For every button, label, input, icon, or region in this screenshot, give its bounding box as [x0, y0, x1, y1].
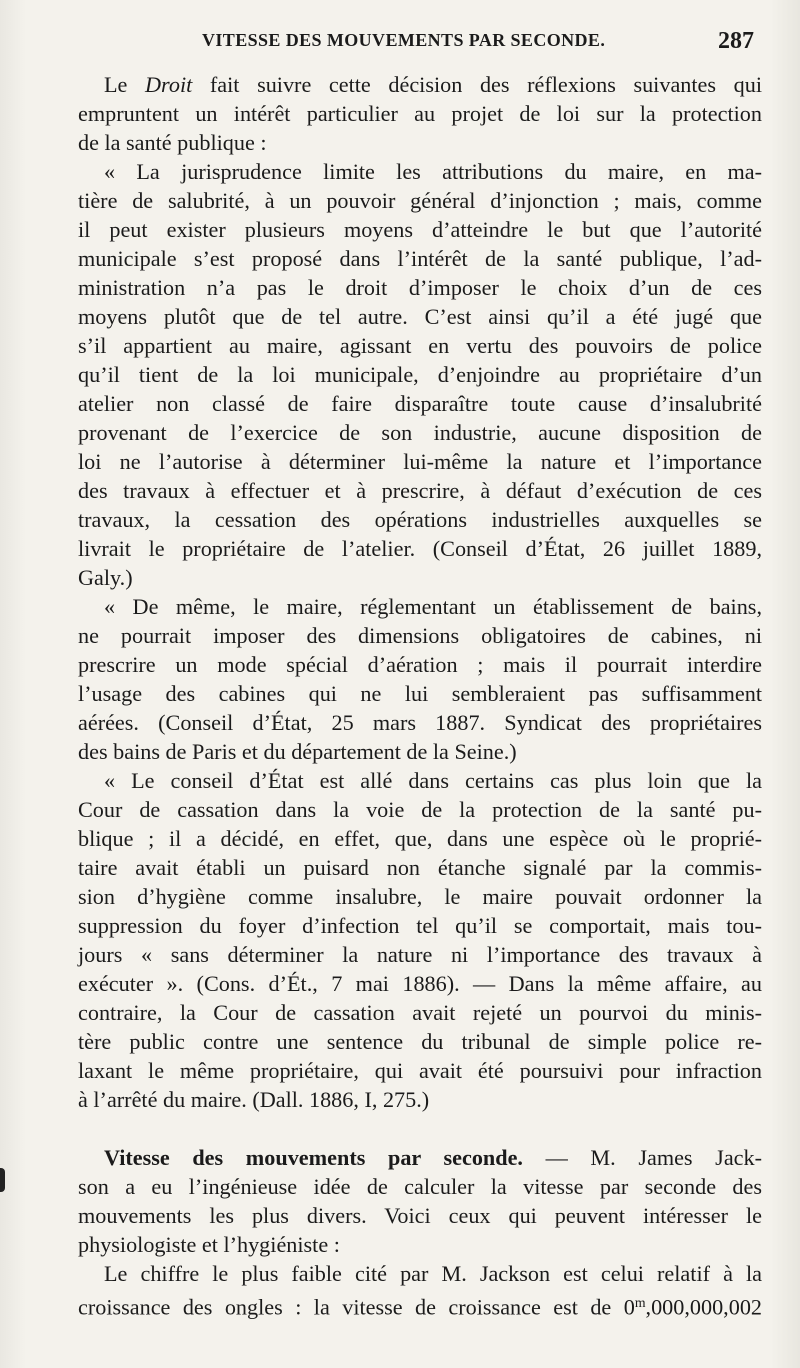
newspaper-title: Droit [145, 72, 193, 97]
text-line: des travaux à effectuer et à prescrire, à défaut d’exécution de ces [78, 478, 762, 503]
text-line: Galy.) [78, 565, 133, 590]
text-line: taire avait établi un puisard non étanche signalé par la commis- [78, 855, 762, 880]
running-head [202, 30, 762, 66]
text-line: ne pourrait imposer des dimensions obligatoires de cabines, ni [78, 623, 762, 648]
text-line: travaux, la cessation des opérations industrielles auxquelles se [78, 507, 762, 532]
text-line: empruntent un intérêt particulier au projet de loi sur la protection [78, 101, 762, 126]
unit-superscript: m [634, 1295, 646, 1310]
text-line: Le Droit fait suivre cette décision des réflexions suivantes qui [104, 72, 762, 97]
text-line: Le chiffre le plus faible cité par M. Jackson est celui relatif à la [104, 1261, 762, 1286]
text-line: municipale s’est proposé dans l’intérêt de la santé publique, l’ad- [78, 246, 762, 271]
text-line: blique ; il a décidé, en effet, que, dans une espèce où le proprié- [78, 826, 762, 851]
text-line: physiologiste et l’hygiéniste : [78, 1232, 340, 1257]
running-title: VITESSE DES MOUVEMENTS PAR SECONDE. [202, 30, 606, 50]
text-line: l’usage des cabines qui ne lui sembleraient pas suffisamment [78, 681, 762, 706]
text-line: il peut exister plusieurs moyens d’atteindre le but que l’autorité [78, 217, 762, 242]
body-text [78, 70, 762, 1320]
section-gap [78, 1114, 762, 1143]
text-line: prescrire un mode spécial d’aération ; mais il pourrait interdire [78, 652, 762, 677]
text-line: ministration n’a pas le droit d’imposer le choix d’un de ces [78, 275, 762, 300]
text-line: exécuter ». (Cons. d’Ét., 7 mai 1886). — Dans la même affaire, au [78, 971, 762, 996]
text-line: Cour de cassation dans la voie de la protection de la santé pu- [78, 797, 762, 822]
text-line: « De même, le maire, réglementant un établissement de bains, [104, 594, 762, 619]
text-line: moyens plutôt que de tel autre. C’est ainsi qu’il a été jugé que [78, 304, 762, 329]
text-line: tière de salubrité, à un pouvoir général d’injonction ; mais, comme [78, 188, 762, 213]
text-line: livrait le propriétaire de l’atelier. (Conseil d’État, 26 juillet 1889, [78, 536, 762, 561]
text-line: loi ne l’autorise à déterminer lui-même la nature et l’importance [78, 449, 762, 474]
text-line: sion d’hygiène comme insalubre, le maire pouvait ordonner la [78, 884, 762, 909]
page-edge-mark [0, 1168, 5, 1192]
text-line: « La jurisprudence limite les attributions du maire, en ma- [104, 159, 762, 184]
text-line: laxant le même propriétaire, qui avait été poursuivi pour infraction [78, 1058, 762, 1083]
text-line: suppression du foyer d’infection tel qu’il se comportait, mais tou- [78, 913, 762, 938]
text-line: atelier non classé de faire disparaître toute cause d’insalubrité [78, 391, 762, 416]
text-line: son a eu l’ingénieuse idée de calculer la vitesse par seconde des [78, 1174, 762, 1199]
page-number: 287 [718, 28, 754, 54]
section-title: Vitesse des mouvements par seconde. [104, 1145, 523, 1170]
text-line: des bains de Paris et du département de la Seine.) [78, 739, 517, 764]
text-line: aérées. (Conseil d’État, 25 mars 1887. Syndicat des propriétaires [78, 710, 762, 735]
text-line: croissance des ongles : la vitesse de croissance est de 0$^m$,000,000,002 [78, 1294, 762, 1320]
text-line: de la santé publique : [78, 130, 267, 155]
text-line: s’il appartient au maire, agissant en vertu des pouvoirs de police [78, 333, 762, 358]
text-line: tère public contre une sentence du tribunal de simple police re- [78, 1029, 762, 1054]
text-line: « Le conseil d’État est allé dans certains cas plus loin que la [104, 768, 762, 793]
text-line: provenant de l’exercice de son industrie, aucune disposition de [78, 420, 762, 445]
text-line: mouvements les plus divers. Voici ceux qui peuvent intéresser le [78, 1203, 762, 1228]
text-line: qu’il tient de la loi municipale, d’enjoindre au propriétaire d’un [78, 362, 762, 387]
text-line: contraire, la Cour de cassation avait rejeté un pourvoi du minis- [78, 1000, 762, 1025]
text-line: Vitesse des mouvements par seconde. — M. James Jack- [104, 1145, 762, 1170]
text-line: à l’arrêté du maire. (Dall. 1886, I, 275.) [78, 1087, 430, 1112]
text-line: jours « sans déterminer la nature ni l’importance des travaux à [78, 942, 762, 967]
